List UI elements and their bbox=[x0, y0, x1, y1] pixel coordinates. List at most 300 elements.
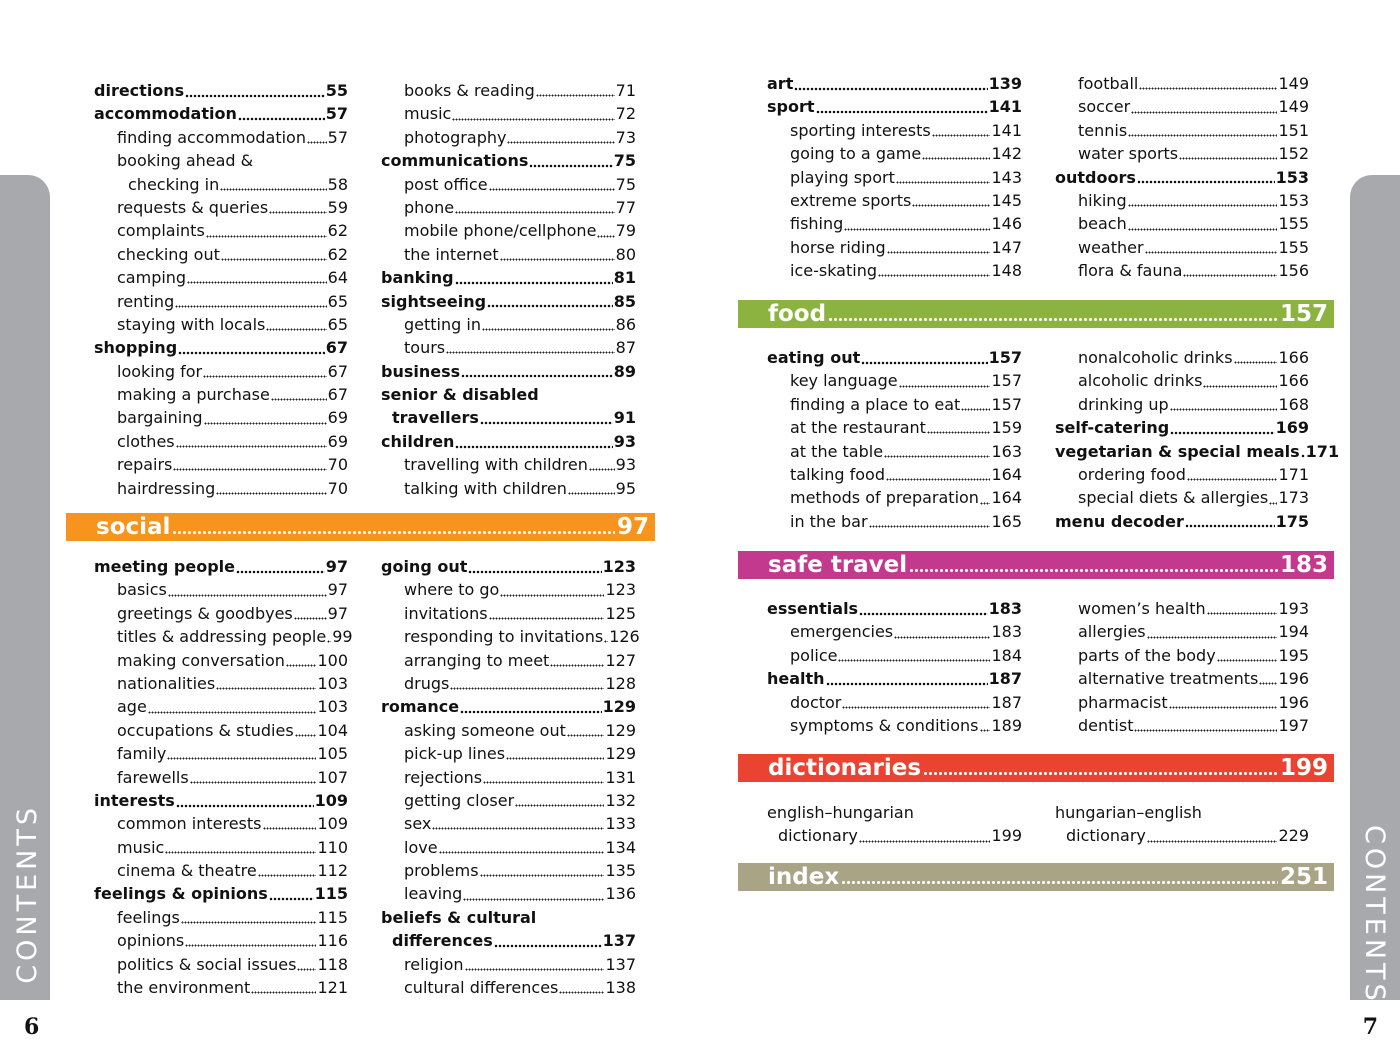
toc-entry[interactable] bbox=[94, 383, 348, 406]
toc-entry[interactable] bbox=[94, 79, 348, 102]
toc-entry[interactable] bbox=[381, 953, 636, 976]
toc-entry[interactable] bbox=[767, 597, 1022, 620]
toc-entry[interactable] bbox=[94, 602, 348, 625]
toc-entry-label: music bbox=[117, 837, 165, 857]
toc-entry-page: 89 bbox=[613, 361, 636, 381]
toc-entry[interactable] bbox=[767, 119, 1022, 142]
toc-entry-page: 103 bbox=[317, 697, 348, 717]
toc-entry-page: 112 bbox=[317, 861, 348, 881]
toc-entry[interactable] bbox=[94, 929, 348, 952]
toc-entry[interactable] bbox=[94, 882, 348, 905]
toc-entry-page: 157 bbox=[991, 394, 1022, 414]
toc-entry[interactable] bbox=[767, 393, 1022, 416]
leader-dots bbox=[1185, 524, 1275, 528]
section-banner-social[interactable] bbox=[66, 513, 655, 541]
toc-entry-page: 70 bbox=[327, 478, 348, 498]
toc-entry-label: at the table bbox=[790, 441, 884, 461]
toc-entry[interactable] bbox=[94, 196, 348, 219]
toc-entry-label: business bbox=[381, 361, 461, 381]
toc-entry[interactable] bbox=[381, 649, 636, 672]
toc-entry[interactable] bbox=[381, 266, 636, 289]
toc-entry[interactable] bbox=[1055, 714, 1309, 737]
toc-entry-page: 125 bbox=[605, 603, 636, 623]
toc-entry[interactable] bbox=[381, 173, 636, 196]
toc-entry-page: 67 bbox=[325, 338, 348, 358]
toc-entry-label: symptoms & conditions bbox=[790, 715, 979, 735]
toc-entry[interactable] bbox=[767, 236, 1022, 259]
toc-entry[interactable] bbox=[94, 453, 348, 476]
toc-entry[interactable] bbox=[1055, 346, 1309, 369]
toc-entry-label: clothes bbox=[117, 431, 175, 451]
toc-entry-label: mobile phone/cellphone bbox=[404, 221, 597, 241]
toc-entry-page: 69 bbox=[327, 408, 348, 428]
toc-entry[interactable] bbox=[1055, 620, 1309, 643]
toc-entry[interactable] bbox=[381, 625, 640, 648]
toc-entry-page: 115 bbox=[314, 884, 348, 904]
leader-dots bbox=[1179, 157, 1277, 160]
toc-entry-page: 148 bbox=[991, 261, 1022, 281]
toc-entry-page: 59 bbox=[327, 197, 348, 217]
toc-entry-label: requests & queries bbox=[117, 197, 269, 217]
toc-entry-page: 109 bbox=[314, 790, 348, 810]
toc-entry-page: 71 bbox=[615, 81, 636, 100]
contents-tab-label: CONTENTS bbox=[12, 804, 43, 984]
toc-entry-page: 65 bbox=[327, 291, 348, 311]
toc-column bbox=[1055, 597, 1309, 737]
toc-entry[interactable] bbox=[1055, 236, 1309, 259]
toc-entry-page: 138 bbox=[605, 978, 636, 998]
toc-column bbox=[94, 79, 348, 500]
toc-entry-label: travelling with children bbox=[404, 455, 588, 475]
toc-entry[interactable] bbox=[381, 406, 636, 429]
toc-entry[interactable] bbox=[381, 453, 636, 476]
toc-entry-label: the environment bbox=[117, 978, 251, 998]
toc-entry-page: 164 bbox=[991, 488, 1022, 508]
toc-column bbox=[1055, 346, 1340, 533]
page-number-left: 6 bbox=[24, 1014, 40, 1040]
toc-entry-label: weather bbox=[1078, 237, 1144, 257]
toc-entry-page: 183 bbox=[991, 622, 1022, 642]
toc-entry[interactable] bbox=[381, 102, 636, 125]
toc-entry[interactable] bbox=[767, 486, 1022, 509]
toc-entry-label: checking out bbox=[117, 244, 220, 264]
toc-entry-label: alcoholic drinks bbox=[1078, 371, 1203, 391]
toc-entry[interactable] bbox=[381, 336, 636, 359]
toc-entry[interactable] bbox=[767, 440, 1022, 463]
toc-entry-page: 189 bbox=[991, 715, 1022, 735]
toc-entry-label: differences bbox=[392, 931, 493, 951]
toc-entry[interactable] bbox=[1055, 166, 1309, 189]
toc-entry[interactable] bbox=[94, 976, 348, 999]
leader-dots bbox=[297, 968, 316, 971]
toc-entry[interactable] bbox=[1055, 510, 1309, 533]
toc-entry[interactable] bbox=[767, 691, 1022, 714]
contents-side-tab-right bbox=[1350, 175, 1400, 1005]
toc-entry[interactable] bbox=[94, 290, 348, 313]
toc-entry[interactable] bbox=[767, 510, 1022, 533]
toc-entry-page: 118 bbox=[317, 954, 348, 974]
toc-entry[interactable] bbox=[767, 346, 1022, 369]
toc-entry[interactable] bbox=[94, 555, 348, 578]
leader-dots bbox=[828, 317, 1278, 322]
toc-entry bbox=[94, 149, 348, 172]
toc-entry[interactable] bbox=[767, 369, 1022, 392]
toc-entry-label: accommodation bbox=[94, 104, 237, 124]
leader-dots bbox=[894, 636, 990, 639]
toc-entry[interactable] bbox=[94, 953, 348, 976]
toc-entry-label: age bbox=[117, 697, 147, 717]
toc-entry[interactable] bbox=[381, 219, 636, 242]
toc-entry-page: 195 bbox=[1278, 645, 1309, 665]
leader-dots bbox=[816, 110, 988, 114]
toc-entry-page: 72 bbox=[615, 104, 636, 124]
toc-entry[interactable] bbox=[94, 266, 348, 289]
leader-dots bbox=[173, 468, 326, 471]
section-banner-dictionaries[interactable] bbox=[738, 754, 1334, 782]
banner-page: 251 bbox=[1279, 864, 1328, 890]
toc-entry-label: finding a place to eat bbox=[790, 394, 961, 414]
toc-entry[interactable] bbox=[94, 742, 348, 765]
toc-entry-page: 147 bbox=[991, 237, 1022, 257]
toc-entry-label: directions bbox=[94, 81, 185, 100]
toc-entry-page: 67 bbox=[327, 361, 348, 381]
toc-entry-page: 116 bbox=[317, 931, 348, 951]
leader-dots bbox=[446, 351, 615, 354]
toc-entry-label: menu decoder bbox=[1055, 511, 1184, 531]
toc-entry[interactable] bbox=[94, 360, 348, 383]
toc-entry-label: football bbox=[1078, 74, 1139, 93]
toc-entry[interactable] bbox=[767, 259, 1022, 282]
toc-entry[interactable] bbox=[381, 695, 636, 718]
toc-entry-label: getting closer bbox=[404, 790, 515, 810]
toc-entry-page: 171 bbox=[1278, 464, 1309, 484]
toc-entry[interactable] bbox=[1055, 393, 1309, 416]
toc-entry[interactable] bbox=[94, 812, 348, 835]
toc-entry-label: religion bbox=[404, 954, 464, 974]
toc-entry[interactable] bbox=[767, 620, 1022, 643]
leader-dots bbox=[859, 612, 988, 616]
toc-entry[interactable] bbox=[381, 929, 636, 952]
toc-entry[interactable] bbox=[767, 416, 1022, 439]
toc-entry[interactable] bbox=[767, 95, 1022, 118]
toc-entry[interactable] bbox=[767, 824, 1022, 847]
toc-entry[interactable] bbox=[1055, 824, 1309, 847]
toc-entry-page: 171 bbox=[1305, 441, 1340, 461]
toc-entry-page: 197 bbox=[1278, 715, 1309, 735]
toc-entry[interactable] bbox=[767, 212, 1022, 235]
leader-dots bbox=[529, 164, 612, 168]
toc-entry-page: 103 bbox=[317, 673, 348, 693]
leader-dots bbox=[922, 157, 990, 160]
toc-entry[interactable] bbox=[381, 313, 636, 336]
toc-entry[interactable] bbox=[1055, 597, 1309, 620]
toc-entry bbox=[767, 801, 1022, 824]
toc-entry-page: 67 bbox=[327, 385, 348, 405]
toc-entry[interactable] bbox=[381, 477, 636, 500]
toc-entry-label: talking food bbox=[790, 464, 885, 484]
leader-dots bbox=[238, 117, 325, 121]
toc-entry[interactable] bbox=[381, 976, 636, 999]
toc-entry-page: 157 bbox=[988, 348, 1022, 367]
toc-entry-label: water sports bbox=[1078, 144, 1179, 164]
toc-entry[interactable] bbox=[94, 406, 348, 429]
toc-entry[interactable] bbox=[94, 173, 348, 196]
toc-entry[interactable] bbox=[381, 126, 636, 149]
toc-entry-label: outdoors bbox=[1055, 167, 1136, 187]
toc-entry-label: rejections bbox=[404, 767, 483, 787]
toc-entry-label: extreme sports bbox=[790, 190, 912, 210]
leader-dots bbox=[1169, 706, 1278, 709]
toc-entry-page: 128 bbox=[605, 673, 636, 693]
toc-entry[interactable] bbox=[1055, 369, 1309, 392]
toc-entry-label: shopping bbox=[94, 338, 178, 358]
toc-entry-page: 134 bbox=[605, 837, 636, 857]
toc-entry[interactable] bbox=[381, 766, 636, 789]
leader-dots bbox=[506, 757, 604, 760]
toc-entry[interactable] bbox=[381, 812, 636, 835]
toc-entry-page: 156 bbox=[1278, 261, 1309, 281]
toc-entry-label: going to a game bbox=[790, 144, 922, 164]
toc-entry-label: ice-skating bbox=[790, 261, 877, 281]
toc-entry[interactable] bbox=[1055, 416, 1309, 439]
toc-entry-page: 126 bbox=[609, 627, 640, 647]
leader-dots bbox=[455, 445, 612, 449]
leader-dots bbox=[1187, 478, 1278, 481]
toc-entry[interactable] bbox=[1055, 667, 1309, 690]
toc-entry-page: 75 bbox=[615, 174, 636, 194]
toc-entry[interactable] bbox=[1055, 440, 1340, 463]
toc-entry[interactable] bbox=[381, 196, 636, 219]
leader-dots bbox=[286, 664, 317, 667]
toc-entry[interactable] bbox=[94, 766, 348, 789]
leader-dots bbox=[269, 211, 326, 214]
leader-dots bbox=[204, 422, 327, 425]
toc-entry-label: greetings & goodbyes bbox=[117, 603, 293, 623]
toc-entry[interactable] bbox=[1055, 691, 1309, 714]
toc-entry-page: 157 bbox=[991, 371, 1022, 391]
toc-entry[interactable] bbox=[94, 102, 348, 125]
toc-entry-page: 137 bbox=[602, 931, 636, 951]
toc-entry[interactable] bbox=[94, 243, 348, 266]
toc-entry[interactable] bbox=[381, 859, 636, 882]
toc-entry[interactable] bbox=[1055, 212, 1309, 235]
leader-dots bbox=[1128, 134, 1277, 137]
leader-dots bbox=[236, 570, 325, 574]
toc-entry-label: beliefs & cultural bbox=[381, 907, 537, 927]
toc-entry-page: 193 bbox=[1278, 599, 1309, 618]
toc-entry[interactable] bbox=[381, 882, 636, 905]
toc-entry-label: drugs bbox=[404, 673, 450, 693]
toc-entry[interactable] bbox=[94, 430, 348, 453]
leader-dots bbox=[1203, 385, 1277, 388]
toc-entry-label: invitations bbox=[404, 603, 488, 623]
toc-entry[interactable] bbox=[94, 906, 348, 929]
leader-dots bbox=[461, 374, 613, 378]
toc-entry[interactable] bbox=[94, 719, 348, 742]
toc-entry[interactable] bbox=[381, 719, 636, 742]
leader-dots bbox=[912, 204, 990, 207]
toc-entry-label: politics & social issues bbox=[117, 954, 297, 974]
leader-dots bbox=[589, 468, 615, 471]
toc-entry-page: 151 bbox=[1278, 120, 1309, 140]
toc-column bbox=[1055, 72, 1309, 283]
toc-entry[interactable] bbox=[94, 836, 348, 859]
toc-entry[interactable] bbox=[94, 672, 348, 695]
toc-entry[interactable] bbox=[381, 79, 636, 102]
toc-entry[interactable] bbox=[1055, 119, 1309, 142]
toc-entry-page: 187 bbox=[988, 669, 1022, 689]
toc-entry-page: 57 bbox=[325, 104, 348, 124]
toc-entry[interactable] bbox=[1055, 259, 1309, 282]
toc-entry[interactable] bbox=[94, 649, 348, 672]
section-banner-food[interactable] bbox=[738, 300, 1334, 328]
toc-entry-page: 152 bbox=[1278, 144, 1309, 164]
contents-tab-label: CONTENTS bbox=[1359, 825, 1390, 1005]
toc-entry[interactable] bbox=[381, 789, 636, 812]
leader-dots bbox=[294, 617, 327, 620]
toc-entry-page: 132 bbox=[605, 790, 636, 810]
leader-dots bbox=[172, 530, 615, 535]
toc-entry[interactable] bbox=[767, 644, 1022, 667]
banner-label: safe travel bbox=[768, 552, 908, 578]
toc-entry[interactable] bbox=[381, 836, 636, 859]
toc-entry[interactable] bbox=[94, 313, 348, 336]
toc-entry-label: getting in bbox=[404, 314, 481, 334]
toc-entry[interactable] bbox=[767, 667, 1022, 690]
toc-entry-label: soccer bbox=[1078, 97, 1131, 117]
toc-entry[interactable] bbox=[767, 166, 1022, 189]
leader-dots bbox=[176, 445, 327, 448]
toc-entry-label: doctor bbox=[790, 692, 842, 712]
toc-entry-label: pick-up lines bbox=[404, 744, 506, 764]
toc-entry[interactable] bbox=[1055, 72, 1309, 95]
toc-entry[interactable] bbox=[381, 602, 636, 625]
toc-entry[interactable] bbox=[1055, 95, 1309, 118]
toc-entry[interactable] bbox=[94, 578, 348, 601]
toc-entry[interactable] bbox=[94, 219, 348, 242]
toc-entry-label: drinking up bbox=[1078, 394, 1169, 414]
toc-entry-label: tennis bbox=[1078, 120, 1128, 140]
toc-entry-label: making conversation bbox=[117, 650, 285, 670]
toc-entry-page: 153 bbox=[1275, 167, 1309, 187]
toc-entry[interactable] bbox=[381, 555, 636, 578]
toc-entry[interactable] bbox=[381, 243, 636, 266]
toc-entry-label: cultural differences bbox=[404, 978, 559, 998]
toc-entry[interactable] bbox=[1055, 486, 1309, 509]
toc-entry[interactable] bbox=[381, 290, 636, 313]
toc-entry-page: 97 bbox=[327, 603, 348, 623]
toc-entry[interactable] bbox=[1055, 142, 1309, 165]
toc-entry-label: dictionary bbox=[1066, 826, 1146, 846]
toc-entry[interactable] bbox=[94, 625, 353, 648]
leader-dots bbox=[1134, 729, 1277, 732]
toc-entry[interactable] bbox=[381, 742, 636, 765]
toc-entry-page: 194 bbox=[1278, 622, 1309, 642]
toc-entry[interactable] bbox=[381, 149, 636, 172]
toc-entry[interactable] bbox=[381, 360, 636, 383]
toc-entry-label: ordering food bbox=[1078, 464, 1186, 484]
leader-dots bbox=[515, 804, 604, 807]
toc-entry[interactable] bbox=[767, 142, 1022, 165]
leader-dots bbox=[251, 991, 316, 994]
toc-entry[interactable] bbox=[381, 672, 636, 695]
toc-entry[interactable] bbox=[1055, 644, 1309, 667]
toc-entry[interactable] bbox=[1055, 189, 1309, 212]
leader-dots bbox=[206, 235, 327, 238]
leader-dots bbox=[1259, 682, 1277, 685]
toc-entry-page: 104 bbox=[317, 720, 348, 740]
toc-entry-page: 155 bbox=[1278, 237, 1309, 257]
toc-entry-label: in the bar bbox=[790, 511, 868, 531]
toc-entry[interactable] bbox=[381, 430, 636, 453]
leader-dots bbox=[450, 687, 604, 690]
toc-entry-label: asking someone out bbox=[404, 720, 566, 740]
contents-side-tab-left bbox=[0, 175, 50, 1000]
toc-entry[interactable] bbox=[94, 126, 348, 149]
toc-entry-page: 97 bbox=[327, 580, 348, 600]
toc-entry-page: 168 bbox=[1278, 394, 1309, 414]
toc-entry[interactable] bbox=[94, 789, 348, 812]
toc-entry-page: 73 bbox=[615, 127, 636, 147]
toc-column bbox=[767, 72, 1022, 283]
leader-dots bbox=[567, 734, 605, 737]
toc-entry[interactable] bbox=[94, 859, 348, 882]
toc-entry[interactable] bbox=[381, 578, 636, 601]
toc-entry-label: sporting interests bbox=[790, 120, 931, 140]
toc-column bbox=[767, 597, 1022, 737]
leader-dots bbox=[165, 851, 316, 854]
toc-entry-page: 62 bbox=[327, 221, 348, 241]
toc-entry-page: 141 bbox=[988, 97, 1022, 117]
leader-dots bbox=[482, 328, 615, 331]
leader-dots bbox=[175, 305, 326, 308]
toc-entry-label: phone bbox=[404, 197, 455, 217]
toc-entry-page: 95 bbox=[615, 478, 636, 498]
leader-dots bbox=[185, 944, 316, 947]
leader-dots bbox=[500, 594, 604, 597]
toc-entry-page: 86 bbox=[615, 314, 636, 334]
leader-dots bbox=[884, 455, 990, 458]
toc-entry-page: 199 bbox=[991, 826, 1022, 846]
toc-entry-label: fishing bbox=[790, 214, 844, 234]
section-banner-index[interactable] bbox=[738, 863, 1334, 891]
toc-entry-page: 107 bbox=[317, 767, 348, 787]
toc-entry-label: occupations & studies bbox=[117, 720, 294, 740]
toc-entry[interactable] bbox=[767, 463, 1022, 486]
toc-entry-label: where to go bbox=[404, 580, 500, 600]
toc-entry[interactable] bbox=[1055, 463, 1309, 486]
section-banner-safe-travel[interactable] bbox=[738, 551, 1334, 579]
toc-entry-label: leaving bbox=[404, 884, 463, 904]
leader-dots bbox=[455, 281, 613, 285]
toc-entry-page: 87 bbox=[615, 338, 636, 358]
toc-entry[interactable] bbox=[94, 336, 348, 359]
toc-entry-label: emergencies bbox=[790, 622, 894, 642]
toc-entry[interactable] bbox=[767, 72, 1022, 95]
toc-entry-page: 57 bbox=[327, 127, 348, 147]
toc-entry-page: 135 bbox=[605, 861, 636, 881]
toc-entry[interactable] bbox=[767, 189, 1022, 212]
toc-entry[interactable] bbox=[94, 477, 348, 500]
toc-entry[interactable] bbox=[94, 695, 348, 718]
leader-dots bbox=[896, 181, 991, 184]
leader-dots bbox=[597, 235, 614, 238]
toc-entry-label: pharmacist bbox=[1078, 692, 1168, 712]
toc-entry[interactable] bbox=[767, 714, 1022, 737]
toc-entry-page: 93 bbox=[615, 455, 636, 475]
page-number-right: 7 bbox=[1362, 1014, 1378, 1040]
toc-entry-label: sightseeing bbox=[381, 291, 487, 311]
